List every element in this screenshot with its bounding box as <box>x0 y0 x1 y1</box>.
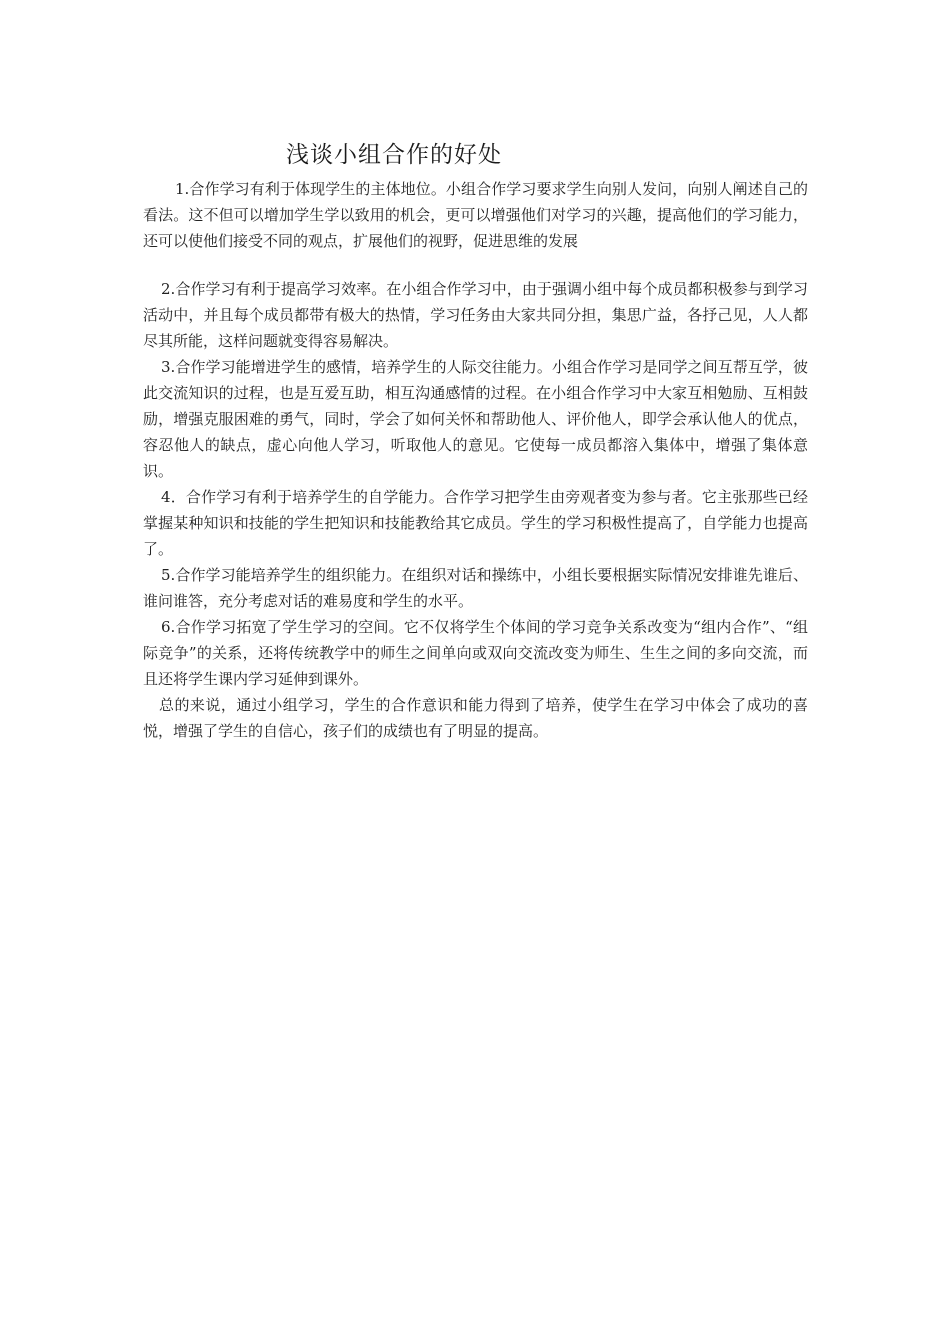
paragraph-2: 2.合作学习有利于提高学习效率。在小组合作学习中，由于强调小组中每个成员都积极参与到学习活动中，并且每个成员都带有极大的热情，学习任务由大家共同分担，集思广益，各抒己见，人人都尽其所能，这样问题就变得容易解决。 <box>143 280 808 350</box>
document-title: 浅谈小组合作的好处 <box>286 142 502 168</box>
paragraph-1: 1.合作学习有利于体现学生的主体地位。小组合作学习要求学生向别人发问，向别人阐述自己的看法。这不但可以增加学生学以致用的机会，更可以增强他们对学习的兴趣，提高他们的学习能力，还可以使他们接受不同的观点，扩展他们的视野，促进思维的发展 <box>143 180 808 250</box>
paragraph-conclusion: 总的来说，通过小组学习，学生的合作意识和能力得到了培养，使学生在学习中体会了成功的喜悦，增强了学生的自信心，孩子们的成绩也有了明显的提高。 <box>143 696 808 740</box>
paragraph-5: 5.合作学习能培养学生的组织能力。在组织对话和操练中，小组长要根据实际情况安排谁先谁后、谁问谁答，充分考虑对话的难易度和学生的水平。 <box>143 566 808 610</box>
paragraph-6: 6.合作学习拓宽了学生学习的空间。它不仅将学生个体间的学习竞争关系改变为“组内合作”、“组际竞争”的关系，还将传统教学中的师生之间单向或双向交流改变为师生、生生之间的多向交流，而且还将学生课内学习延伸到课外。 <box>143 618 808 688</box>
paragraph-3: 3.合作学习能增进学生的感情，培养学生的人际交往能力。小组合作学习是同学之间互帮互学，彼此交流知识的过程，也是互爱互助，相互沟通感情的过程。在小组合作学习中大家互相勉励、互相鼓励，增强克服困难的勇气，同时，学会了如何关怀和帮助他人、评价他人，即学会承认他人的优点，容忍他人的缺点，虚心向他人学习，听取他人的意见。它使每一成员都溶入集体中，增强了集体意识。 <box>143 358 808 480</box>
paragraph-4: 4．合作学习有利于培养学生的自学能力。合作学习把学生由旁观者变为参与者。它主张那些已经掌握某种知识和技能的学生把知识和技能教给其它成员。学生的学习积极性提高了，自学能力也提高了。 <box>143 488 808 558</box>
document-body <box>143 176 808 744</box>
